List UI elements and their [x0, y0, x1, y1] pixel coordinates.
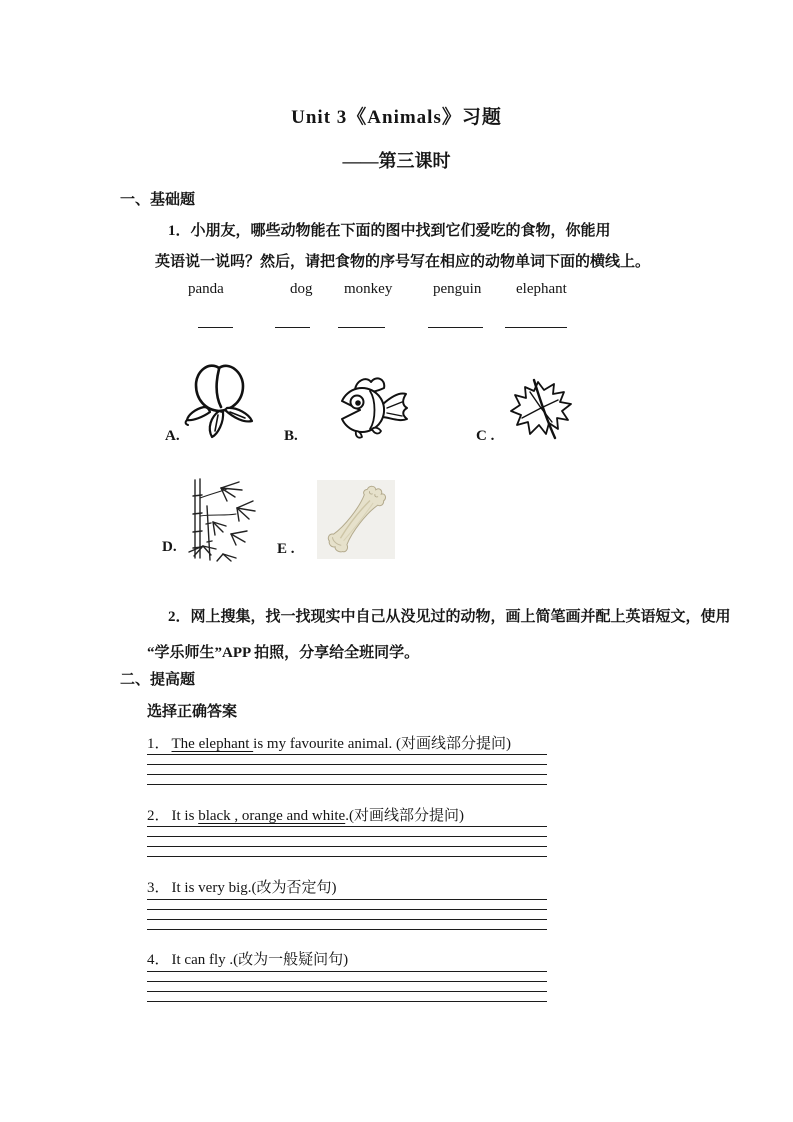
question-3-pre-text: It is very big.(改为否定句): [171, 880, 337, 896]
answer-line: [147, 856, 547, 857]
food-item-label-d: D.: [162, 539, 177, 555]
answer-lines-3: [147, 899, 547, 930]
food-item-label-e: E .: [277, 541, 295, 557]
question-3: [147, 876, 337, 897]
task1-instruction-line2: 英语说一说吗？然后，请把食物的序号写在相应的动物单词下面的横线上。: [155, 254, 651, 270]
answer-line: [147, 1001, 547, 1002]
section-basic-heading: 一、基础题: [120, 192, 196, 208]
task2-instruction-line2: “学乐师生”APP 拍照，分享给全班同学。: [147, 645, 420, 661]
question-2: [147, 804, 464, 825]
peach-icon: [183, 359, 258, 441]
food-item-label-b: B.: [284, 428, 298, 444]
question-4-number: 4．: [147, 952, 170, 968]
answer-line: [147, 836, 547, 846]
answer-line: [147, 991, 547, 1001]
answer-line: [147, 826, 547, 836]
question-2-post-text: .(对画线部分提问): [345, 808, 464, 824]
question-4-pre-text: It can fly .(改为一般疑问句): [171, 952, 349, 968]
answer-line: [147, 899, 547, 909]
answer-line: [147, 774, 547, 784]
bone-photo: [317, 480, 395, 559]
answer-line: [147, 784, 547, 785]
animal-word-dog: dog: [290, 281, 313, 297]
answer-line: [147, 919, 547, 929]
answer-line: [147, 764, 547, 774]
answer-line: [147, 981, 547, 991]
answer-blank-monkey: [338, 327, 385, 328]
section-advanced-heading: 二、提高题: [120, 672, 196, 688]
food-item-label-a: A.: [165, 428, 180, 444]
fish-drawing-icon: [330, 372, 410, 442]
bamboo-icon: [181, 474, 259, 562]
answer-line: [147, 929, 547, 930]
answer-lines-1: [147, 754, 547, 785]
answer-lines-4: [147, 971, 547, 1002]
page-title: Unit 3《Animals》习题: [291, 107, 502, 128]
task1-instruction-line1: 1．小朋友，哪些动物能在下面的图中找到它们爱吃的食物，你能用: [168, 223, 611, 239]
answer-blank-panda: [198, 327, 233, 328]
question-1-number: 1．: [147, 736, 170, 752]
maple-leaf-icon: [508, 378, 574, 440]
question-2-underlined-text: black , orange and white: [198, 808, 346, 824]
question-1-underlined-text: The elephant: [171, 736, 254, 752]
animal-word-penguin: penguin: [433, 281, 482, 297]
answer-blank-elephant: [505, 327, 567, 328]
question-1: [147, 732, 511, 753]
answer-line: [147, 971, 547, 981]
question-3-number: 3．: [147, 880, 170, 896]
question-1-post-text: is my favourite animal. (对画线部分提问): [253, 736, 512, 752]
task2-instruction-line1: 2．网上搜集，找一找现实中自己从没见过的动物，画上简笔画并配上英语短文，使用: [168, 609, 731, 625]
choose-answer-subheading: 选择正确答案: [147, 704, 238, 720]
question-2-number: 2．: [147, 808, 170, 824]
answer-line: [147, 909, 547, 919]
answer-blank-dog: [275, 327, 310, 328]
food-item-label-c: C .: [476, 428, 495, 444]
answer-lines-2: [147, 826, 547, 857]
animal-word-panda: panda: [188, 281, 224, 297]
animal-word-elephant: elephant: [516, 281, 567, 297]
page-subtitle: ——第三课时: [342, 151, 451, 171]
question-2-pre-text: It is: [171, 808, 199, 824]
answer-blank-penguin: [428, 327, 483, 328]
answer-line: [147, 754, 547, 764]
animal-word-monkey: monkey: [344, 281, 393, 297]
answer-line: [147, 846, 547, 856]
question-4: [147, 948, 348, 969]
